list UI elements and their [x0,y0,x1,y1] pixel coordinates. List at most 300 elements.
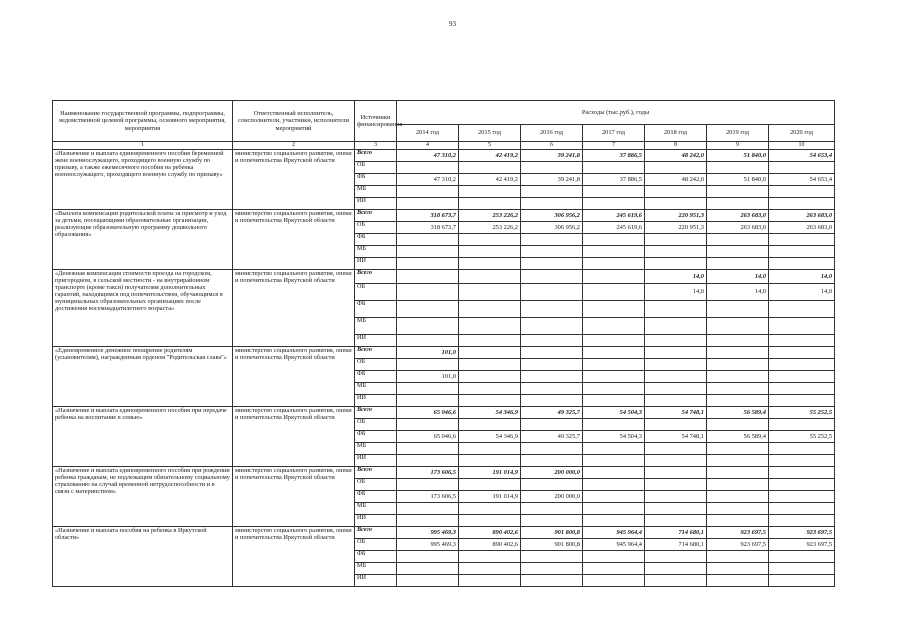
expense-value: 65 046,6 [397,407,459,419]
expense-value [521,395,583,407]
expense-value [645,198,707,210]
expense-value [645,301,707,318]
expense-value [707,301,769,318]
expense-value [707,503,769,515]
expense-value: 56 589,4 [707,431,769,443]
executor: министерство социального развития, опеки и попечительства Иркутской области [233,270,355,347]
expense-value [583,515,645,527]
expense-value [397,186,459,198]
expense-value [769,575,835,587]
expense-value [583,503,645,515]
expense-value [583,234,645,246]
expense-value: 14,0 [707,270,769,284]
expense-value [521,284,583,301]
expense-value [645,443,707,455]
expense-value [707,491,769,503]
expense-value: 945 964,4 [583,527,645,539]
expense-value [583,258,645,270]
expense-value: 995 469,3 [397,539,459,551]
expense-value [521,186,583,198]
expense-value [769,186,835,198]
expense-value: 51 840,0 [707,174,769,186]
expense-value: 48 242,0 [645,150,707,162]
header-source: Источники финансирования [355,101,397,142]
expense-value [645,551,707,563]
expense-value [521,575,583,587]
column-number: 6 [521,142,583,150]
executor: министерство социального развития, опеки и попечительства Иркутской области [233,527,355,587]
expense-value: 191 014,9 [459,467,521,479]
funding-source: ИИ [355,455,397,467]
expense-value: 47 310,2 [397,174,459,186]
funding-source: ФБ [355,371,397,383]
expense-value [397,383,459,395]
expense-value [521,198,583,210]
table-row [53,527,835,539]
expense-value: 173 606,5 [397,491,459,503]
funding-source: МБ [355,246,397,258]
expense-value [397,318,459,335]
expense-value [521,371,583,383]
expense-value [583,347,645,359]
expense-value: 923 697,5 [769,527,835,539]
expense-value [769,359,835,371]
expense-value [397,503,459,515]
expense-value: 56 589,4 [707,407,769,419]
expense-value [459,186,521,198]
table-row [53,210,835,222]
funding-source: ОБ [355,539,397,551]
expense-value [459,335,521,347]
header-year: 2016 год [521,125,583,142]
expense-value [769,335,835,347]
expense-value [521,419,583,431]
expense-value [645,347,707,359]
expense-value [521,551,583,563]
executor: министерство социального развития, опеки и попечительства Иркутской области [233,347,355,407]
expense-value [707,563,769,575]
expense-value [521,246,583,258]
expense-value [769,258,835,270]
funding-source: Всего [355,347,397,359]
expense-value [397,455,459,467]
expense-value [645,246,707,258]
expense-value: 54 653,4 [769,174,835,186]
expense-value [769,503,835,515]
expense-value [459,371,521,383]
expense-value [645,234,707,246]
expense-value [459,258,521,270]
funding-source: ФБ [355,491,397,503]
expense-value [769,162,835,174]
expense-value [769,395,835,407]
expense-value: 923 697,5 [707,527,769,539]
expense-value [521,383,583,395]
expense-value [397,359,459,371]
page-number: 93 [449,20,456,28]
expense-value: 47 310,2 [397,150,459,162]
funding-source: Всего [355,270,397,284]
expense-value: 14,0 [645,284,707,301]
expense-value [769,467,835,479]
table-row [53,347,835,359]
expense-value [645,575,707,587]
expense-value [397,301,459,318]
expenses-table [52,100,835,587]
expense-value: 49 325,7 [521,431,583,443]
column-number: 3 [355,142,397,150]
expense-value [397,479,459,491]
column-number: 5 [459,142,521,150]
expense-value [459,395,521,407]
expense-value: 54 504,3 [583,407,645,419]
expense-value: 253 226,2 [459,210,521,222]
expense-value [769,198,835,210]
expense-value: 39 241,8 [521,150,583,162]
expense-value [645,491,707,503]
expense-value [397,270,459,284]
expense-value: 54 748,1 [645,431,707,443]
expense-value: 39 241,8 [521,174,583,186]
expense-value [707,383,769,395]
expense-value [769,234,835,246]
expense-value [583,162,645,174]
expense-value [521,270,583,284]
expense-value: 200 000,0 [521,467,583,479]
expense-value [769,301,835,318]
expense-value [397,443,459,455]
expense-value [583,491,645,503]
expense-value: 49 325,7 [521,407,583,419]
expense-value [769,455,835,467]
expense-value [397,234,459,246]
expense-value [707,575,769,587]
expense-value [521,479,583,491]
expense-value [645,563,707,575]
funding-source: ОБ [355,222,397,234]
expense-value [707,198,769,210]
expense-value [583,479,645,491]
expense-value [769,515,835,527]
expense-value [583,455,645,467]
expense-value: 263 683,0 [769,210,835,222]
expense-value: 55 252,5 [769,407,835,419]
funding-source: ФБ [355,234,397,246]
expense-value: 55 252,5 [769,431,835,443]
expense-value [645,467,707,479]
header-executor: Ответственный исполнитель, соисполнители, участники, исполнители мероприятий [233,101,355,142]
funding-source: ФБ [355,174,397,186]
expense-value [769,491,835,503]
expense-value [459,455,521,467]
expense-value: 54 346,9 [459,407,521,419]
expense-value: 890 402,6 [459,539,521,551]
expense-value [521,563,583,575]
expense-value [583,186,645,198]
column-number-row [53,142,835,150]
expense-value [397,419,459,431]
funding-source: ИИ [355,335,397,347]
expense-value [459,515,521,527]
expense-value [521,443,583,455]
expense-value [397,162,459,174]
expense-value [707,467,769,479]
expense-value [521,162,583,174]
expense-value [397,515,459,527]
expense-value: 306 956,2 [521,210,583,222]
expense-value: 714 680,1 [645,539,707,551]
expense-value: 42 419,2 [459,150,521,162]
expense-value [583,284,645,301]
expense-value [459,575,521,587]
expense-value [397,258,459,270]
expense-value [769,563,835,575]
expense-value [459,443,521,455]
activity-name: «Выплата компенсации родительской платы за присмотр и уход за детьми, посещающими образовательные организации, реализующие образовательную программу дошкольного образования» [53,210,233,270]
expense-value [397,563,459,575]
expense-value [645,162,707,174]
header-year: 2018 год [645,125,707,142]
funding-source: ИИ [355,258,397,270]
expense-value [707,186,769,198]
expense-value: 263 683,0 [707,210,769,222]
expense-value [459,234,521,246]
expense-value [583,395,645,407]
executor: министерство социального развития, опеки и попечительства Иркутской области [233,150,355,210]
expense-value [583,335,645,347]
funding-source: ОБ [355,162,397,174]
expense-value [645,479,707,491]
expense-value [583,359,645,371]
expense-value [707,359,769,371]
expense-value [521,503,583,515]
expense-value [645,371,707,383]
expense-value [769,551,835,563]
expense-value [459,503,521,515]
expense-value [459,551,521,563]
expense-value [707,234,769,246]
column-number: 4 [397,142,459,150]
expense-value: 48 242,0 [645,174,707,186]
header-expenses: Расходы (тыс.руб.), годы [397,101,835,125]
expense-value: 101,0 [397,371,459,383]
expense-value [645,515,707,527]
expense-value: 54 504,3 [583,431,645,443]
expense-value [397,575,459,587]
expense-value [707,443,769,455]
expense-value: 318 673,7 [397,222,459,234]
expense-value: 714 680,1 [645,527,707,539]
executor: министерство социального развития, опеки и попечительства Иркутской области [233,407,355,467]
expense-value: 923 697,5 [769,539,835,551]
expense-value [521,455,583,467]
expense-value [707,419,769,431]
funding-source: МБ [355,503,397,515]
expense-value [397,551,459,563]
expense-value: 14,0 [707,284,769,301]
column-number: 9 [707,142,769,150]
funding-source: Всего [355,407,397,419]
expense-value: 263 683,0 [769,222,835,234]
expense-value: 54 346,9 [459,431,521,443]
expense-value: 37 886,5 [583,174,645,186]
expense-value [397,335,459,347]
funding-source: ОБ [355,479,397,491]
expense-value [707,246,769,258]
expense-value [707,395,769,407]
expense-value [459,318,521,335]
expense-value: 306 956,2 [521,222,583,234]
activity-name: «Назначение и выплата единовременного пособия при рождении ребенка гражданам, не подлежащим обязательному социальному страхованию на случай временной нетрудоспособности и в связи с материнством» [53,467,233,527]
expense-value: 54 653,4 [769,150,835,162]
activity-name: «Единовременное денежное поощрение родителям (усыновителям), награжденным орденом "Родительская слава"» [53,347,233,407]
funding-source: МБ [355,186,397,198]
expense-value: 923 697,5 [707,539,769,551]
column-number: 10 [769,142,835,150]
expense-value: 101,0 [397,347,459,359]
expense-value: 318 673,7 [397,210,459,222]
expense-value [583,198,645,210]
expense-value [645,419,707,431]
executor: министерство социального развития, опеки и попечительства Иркутской области [233,210,355,270]
expense-value [769,318,835,335]
expense-value [645,318,707,335]
expense-value [707,455,769,467]
expense-value [707,551,769,563]
expense-value: 173 606,5 [397,467,459,479]
expense-value: 220 951,3 [645,222,707,234]
header-year: 2015 год [459,125,521,142]
funding-source: МБ [355,563,397,575]
expense-value [459,479,521,491]
funding-source: ОБ [355,284,397,301]
expense-value [583,383,645,395]
expense-value [397,284,459,301]
expense-value [583,419,645,431]
expense-value [769,479,835,491]
expense-value [459,162,521,174]
expense-value: 37 886,5 [583,150,645,162]
funding-source: Всего [355,150,397,162]
expense-value [521,335,583,347]
funding-source: МБ [355,383,397,395]
table-row [53,270,835,284]
expense-value [459,198,521,210]
funding-source: ИИ [355,395,397,407]
expense-value: 245 619,6 [583,222,645,234]
expense-value [459,270,521,284]
funding-source: ФБ [355,551,397,563]
expense-value [583,246,645,258]
expense-value: 14,0 [769,270,835,284]
expense-value: 245 619,6 [583,210,645,222]
expense-value [459,563,521,575]
expense-value [397,246,459,258]
expense-value [707,347,769,359]
expense-value: 191 014,9 [459,491,521,503]
activity-name: «Назначение и выплата пособия на ребенка в Иркутской области» [53,527,233,587]
expense-value [645,395,707,407]
expense-value: 890 402,6 [459,527,521,539]
column-number: 2 [233,142,355,150]
expense-value [769,371,835,383]
expense-value [521,301,583,318]
expense-value [707,515,769,527]
expense-value [769,383,835,395]
expense-value: 901 800,8 [521,539,583,551]
funding-source: ИИ [355,198,397,210]
funding-source: МБ [355,318,397,335]
expense-value [707,318,769,335]
table-row [53,150,835,162]
funding-source: Всего [355,467,397,479]
expense-value [769,443,835,455]
expense-value [583,563,645,575]
expense-value [769,246,835,258]
expense-value: 945 964,4 [583,539,645,551]
funding-source: Всего [355,527,397,539]
expense-value: 14,0 [645,270,707,284]
expense-value [583,575,645,587]
expense-value [397,395,459,407]
expense-value [459,284,521,301]
header-name: Наименование государственной программы, подпрограммы, ведомственной целевой программы, основного мероприятия, мероприятия [53,101,233,142]
expense-value [645,455,707,467]
expense-value [583,551,645,563]
header-year: 2019 год [707,125,769,142]
funding-source: ИИ [355,515,397,527]
expense-value: 995 469,3 [397,527,459,539]
expense-value [707,371,769,383]
expense-value: 51 840,0 [707,150,769,162]
expense-value [521,515,583,527]
column-number: 8 [645,142,707,150]
funding-source: ФБ [355,301,397,318]
expense-value: 54 748,1 [645,407,707,419]
expense-value [707,479,769,491]
expense-value [521,258,583,270]
funding-source: МБ [355,443,397,455]
funding-source: ОБ [355,359,397,371]
expense-value [397,198,459,210]
table-row [53,467,835,479]
expense-value [707,162,769,174]
expense-value [645,383,707,395]
column-number: 1 [53,142,233,150]
header-year: 2014 год [397,125,459,142]
expense-value [583,443,645,455]
expense-value: 263 683,0 [707,222,769,234]
expense-value [583,301,645,318]
expense-value [583,467,645,479]
expense-value [645,258,707,270]
funding-source: ФБ [355,431,397,443]
expense-value [459,347,521,359]
funding-source: ИИ [355,575,397,587]
expense-value [707,335,769,347]
expense-value [583,318,645,335]
expense-value: 14,0 [769,284,835,301]
table-row [53,407,835,419]
expense-value: 200 000,0 [521,491,583,503]
expense-value [459,383,521,395]
expense-value [645,503,707,515]
expense-value [645,335,707,347]
expense-value [459,301,521,318]
expense-value: 65 046,6 [397,431,459,443]
expense-value [521,359,583,371]
expense-value [769,347,835,359]
